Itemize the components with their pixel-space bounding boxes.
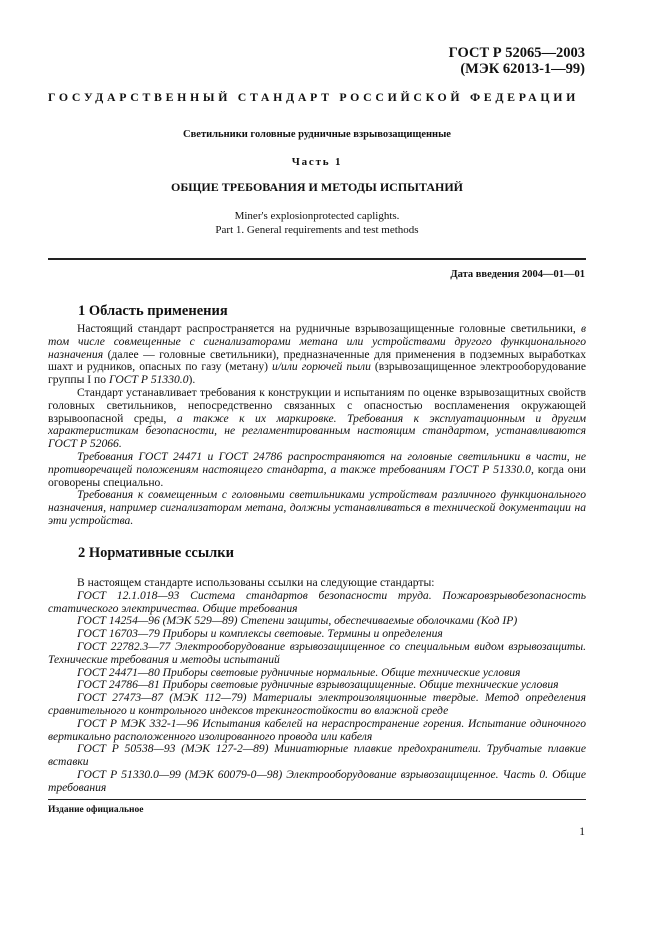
section-2-body: [48, 577, 586, 795]
paragraph: В настоящем стандарте использованы ссылки на следующие стандарты:: [77, 576, 435, 589]
document-subtitle: ОБЩИЕ ТРЕБОВАНИЯ И МЕТОДЫ ИСПЫТАНИЙ: [170, 180, 464, 194]
english-title: [48, 209, 586, 237]
section-1-body: [48, 323, 586, 528]
reference-item: ГОСТ 16703—79 Приборы и комплексы световые. Термины и определения: [77, 627, 443, 641]
section-1-heading: 1 Область применения: [78, 303, 228, 319]
section-2-heading: 2 Нормативные ссылки: [78, 545, 234, 561]
reference-item: ГОСТ Р 50538—93 (МЭК 127-2—89) Миниатюрные плавкие предохранители. Трубчатые плавкие вставки: [48, 742, 586, 769]
introduction-date: Дата введения 2004—01—01: [450, 269, 585, 280]
paragraph: Требования к совмещенным с головными светильниками устройствам различного функционального назначения, например сигнализаторам метана, должны устанавливаться в технической документации на эти устройства.: [48, 488, 586, 527]
standard-code-line1: ГОСТ Р 52065—2003: [448, 45, 585, 61]
reference-item: ГОСТ 12.1.018—93 Система стандартов безопасности труда. Пожаровзрывобезопасность статического электричества. Общие требования: [48, 588, 586, 615]
reference-item: ГОСТ 27473—87 (МЭК 112—79) Материалы электроизоляционные твердые. Метод определения сравнительного и контрольного индексов трекингостойкости во влажной среде: [48, 691, 586, 717]
edition-label: Издание официальное: [48, 805, 144, 815]
state-standard-banner: ГОСУДАРСТВЕННЫЙ СТАНДАРТ РОССИЙСКОЙ ФЕДЕРАЦИИ: [48, 90, 579, 104]
header-divider: [48, 258, 586, 260]
page-number: 1: [579, 826, 585, 838]
paragraph: Стандарт устанавливает требования к конструкции и испытаниям по оценке взрывозащитных свойств головных светильников, непосредственно связанных с опасностью воспламенения окружающей взрывоопасной среды, а также к их маркировке. Требования к эксплуатационным и другим характеристикам безопасности, не регламентированным настоящим стандартом, устанавливаются ГОСТ Р 52066.: [48, 385, 586, 451]
footer-divider: [48, 799, 586, 800]
english-title-line2: Part 1. General requirements and test methods: [215, 224, 419, 236]
reference-item: ГОСТ Р МЭК 332-1—96 Испытания кабелей на нераспространение горения. Испытание одиночного вертикально расположенного изолированного провода или кабеля: [48, 716, 586, 743]
standard-code-line2: (МЭК 62013-1—99): [460, 61, 585, 77]
paragraph: Требования ГОСТ 24471 и ГОСТ 24786 распространяются на головные светильники в части, не противоречащей положениям настоящего стандарта, а также требованиям ГОСТ Р 51330.0, когда они оговорены специально.: [48, 449, 586, 489]
reference-item: ГОСТ Р 51330.0—99 (МЭК 60079-0—98) Электрооборудование взрывозащищенное. Часть 0. Общие требования: [48, 767, 586, 794]
document-title: Светильники головные рудничные взрывозащищенные: [183, 129, 451, 140]
paragraph: Настоящий стандарт распространяется на рудничные взрывозащищенные головные светильники, в том числе совмещенные с сигнализаторами метана или устройствами другого функционального назначения (далее — головные светильники), предназначенные для применения в подземных выработках шахт и рудников, опасных по газу (метану) и/или горючей пыли (взрывозащищенное электрооборудование группы I по ГОСТ Р 51330.0).: [48, 322, 586, 387]
reference-item: ГОСТ 22782.3—77 Электрооборудование взрывозащищенное со специальным видом взрывозащиты. Технические требования и методы испытаний: [48, 639, 586, 666]
reference-item: ГОСТ 14254—96 (МЭК 529—89) Степени защиты, обеспечиваемые оболочками (Код IP): [77, 614, 518, 628]
standard-code: [449, 45, 585, 77]
part-label: Часть 1: [291, 156, 343, 168]
english-title-line1: Miner's explosionprotected caplights.: [234, 210, 400, 222]
reference-item: ГОСТ 24471—80 Приборы световые рудничные нормальные. Общие технические условия: [77, 665, 521, 679]
reference-item: ГОСТ 24786—81 Приборы световые рудничные взрывозащищенные. Общие технические условия: [77, 678, 559, 692]
